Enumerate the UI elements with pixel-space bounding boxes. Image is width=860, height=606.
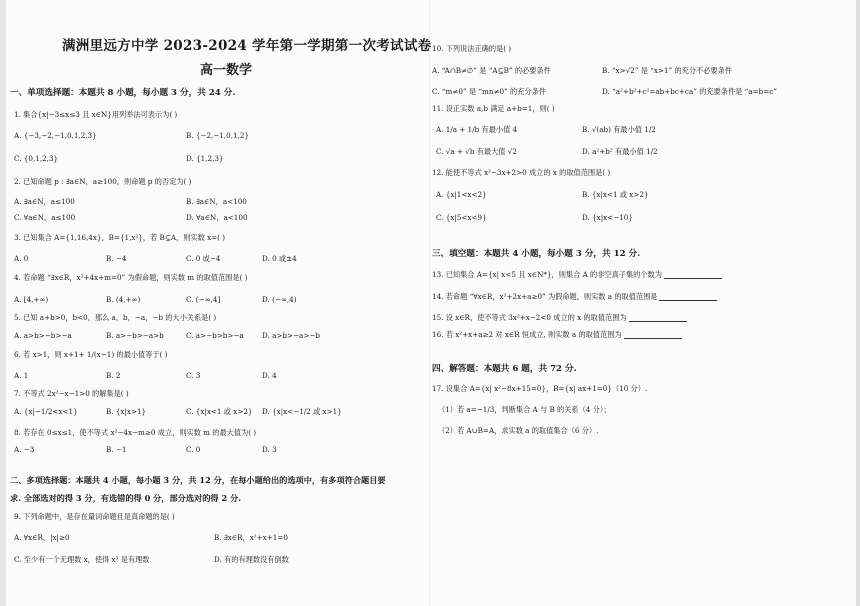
q12-option-d: D. {x|x<−10}	[582, 213, 633, 222]
question-7-stem: 7. 不等式 2x²−x−1>0 的解集是( )	[14, 389, 129, 398]
q7-option-b: B. {x|x>1}	[106, 407, 147, 416]
question-1-stem: 1. 集合{x|−3≤x≤3 且 x∈N}用列举法可表示为( )	[14, 110, 178, 119]
q5-option-a: A. a>b>−b>−a	[14, 331, 72, 340]
question-6-stem: 6. 若 x>1，则 x+1+ 1/(x−1) 的最小值等于( )	[14, 350, 168, 359]
q3-option-a: A. 0	[14, 254, 29, 263]
q2-option-b: B. ∃a∈N，a<100	[186, 197, 247, 206]
q6-option-d: D. 4	[262, 371, 277, 380]
q1-option-a: A. {−3,−2,−1,0,1,2,3}	[14, 131, 97, 140]
q3-option-c: C. 0 或−4	[186, 254, 221, 263]
q9-option-b: B. ∃x∈R，x²+x+1=0	[214, 533, 288, 542]
question-11-stem: 11. 设正实数 a,b 满足 a+b=1，则( )	[432, 104, 555, 113]
q7-option-a: A. {x|−1/2<x<1}	[14, 407, 78, 416]
question-4-stem: 4. 若命题 “∃x∈R，x²+4x+m=0” 为假命题，则实数 m 的取值范围是( )	[14, 273, 248, 282]
question-2-stem: 2. 已知命题 p : ∃a∈N，a≥100，则命题 p 的否定为( )	[14, 177, 192, 186]
q4-option-c: C. (−∞,4]	[186, 295, 221, 304]
q12-option-b: B. {x|x<1 或 x>2}	[582, 190, 649, 199]
exam-title: 满洲里远方中学 2023-2024 学年第一学期第一次考试试卷	[62, 38, 432, 54]
q9-option-a: A. ∀x∈R，|x|≥0	[14, 533, 70, 542]
q2-option-d: D. ∀a∈N，a<100	[186, 213, 248, 222]
question-17-stem: 17. 设集合 A={x| x²−8x+15=0}，B={x| ax+1=0}（10 分）.	[432, 384, 648, 393]
q15-answer-blank	[629, 314, 687, 322]
q4-option-b: B. (4,+∞)	[106, 295, 141, 304]
q8-option-a: A. −3	[14, 445, 35, 454]
q10-option-a: A. “A∩B≠∅” 是 “A⊆B” 的必要条件	[432, 66, 551, 75]
q8-option-d: D. 3	[262, 445, 277, 454]
q12-option-c: C. {x|5<x<9}	[436, 213, 487, 222]
q9-option-d: D. 有的有理数没有倒数	[214, 555, 289, 564]
question-13	[432, 270, 722, 279]
question-16	[432, 330, 682, 339]
q9-option-c: C. 至少有一个无理数 x，使得 x³ 是有理数	[14, 555, 150, 564]
page-fold	[429, 0, 430, 606]
question-14-text: 14. 若命题 “∀x∈R，x²+2x+a≥0” 为假命题，则实数 a 的取值范围是	[432, 292, 658, 301]
question-15-text: 15. 设 x∈R，使不等式 3x²+x−2<0 成立的 x 的取值范围为	[432, 313, 627, 322]
section2-heading-line2: 求. 全部选对的得 3 分，有选错的得 0 分，部分选对的得 2 分.	[10, 493, 242, 503]
q4-option-a: A. [4,+∞)	[14, 295, 49, 304]
q2-option-a: A. ∃a∈N，a≤100	[14, 197, 75, 206]
section2-heading-line1: 二、多项选择题：本题共 4 小题，每小题 3 分，共 12 分，在每小题给出的选项中，有多项符合题目要	[10, 475, 386, 485]
section3-heading: 三、填空题：本题共 4 小题，每小题 3 分，共 12 分.	[432, 249, 641, 259]
q2-option-c: C. ∀a∈N，a≤100	[14, 213, 76, 222]
q1-option-c: C. {0,1,2,3}	[14, 154, 59, 163]
q3-option-d: D. 0 或±4	[262, 254, 297, 263]
scan-edge-right	[856, 0, 860, 606]
q16-answer-blank	[624, 331, 682, 339]
question-13-text: 13. 已知集合 A={x| x<5 且 x∈N*}，则集合 A 的非空真子集的个数为	[432, 270, 662, 279]
q1-option-b: B. {−2,−1,0,1,2}	[186, 131, 250, 140]
q8-option-b: B. −1	[106, 445, 127, 454]
section4-heading: 四、解答题：本题共 6 题，共 72 分.	[432, 364, 577, 374]
q7-option-c: C. {x|x<1 或 x>2}	[186, 407, 253, 416]
question-3-stem: 3. 已知集合 A={1,16,4x}，B={1,x²}，若 B⊆A，则实数 x=( )	[14, 233, 226, 242]
q3-option-b: B. −4	[106, 254, 127, 263]
q11-option-c: C. √a + √b 有最大值 √2	[436, 147, 517, 156]
question-17-part-2: （2）若 A∪B=A，求实数 a 的取值集合（6 分）.	[438, 426, 599, 435]
question-9-stem: 9. 下列命题中，是存在量词命题且是真命题的是( )	[14, 512, 175, 521]
section1-heading: 一、单项选择题：本题共 8 小题，每小题 3 分，共 24 分.	[10, 88, 236, 98]
question-17-part-1: （1）若 a=−1/3，判断集合 A 与 B 的关系（4 分）；	[438, 405, 611, 414]
question-16-text: 16. 若 x²+x+a≥2 对 x∈R 恒成立, 则实数 a 的取值范围为	[432, 330, 622, 339]
scan-edge-left	[0, 0, 6, 606]
question-15	[432, 313, 687, 322]
q6-option-c: C. 3	[186, 371, 201, 380]
q10-option-b: B. “x>√2” 是 “x>1” 的充分不必要条件	[602, 66, 732, 75]
q11-option-b: B. √(ab) 有最小值 1/2	[582, 125, 656, 134]
question-5-stem: 5. 已知 a+b>0，b<0，那么 a，b，−a，−b 的大小关系是( )	[14, 313, 217, 322]
q10-option-c: C. “m≠0” 是 “mn≠0” 的充分条件	[432, 87, 546, 96]
q8-option-c: C. 0	[186, 445, 201, 454]
q11-option-d: D. a²+b² 有最小值 1/2	[582, 147, 658, 156]
q6-option-b: B. 2	[106, 371, 121, 380]
q1-option-d: D. {1,2,3}	[186, 154, 224, 163]
question-10-stem: 10. 下列说法正确的是( )	[432, 44, 512, 53]
q13-answer-blank	[664, 271, 722, 279]
q6-option-a: A. 1	[14, 371, 29, 380]
q14-answer-blank	[659, 293, 717, 301]
question-8-stem: 8. 若存在 0≤x≤1，使不等式 x²−4x−m≥0 成立，则实数 m 的最大值为( )	[14, 428, 257, 437]
q12-option-a: A. {x|1<x<2}	[436, 190, 487, 199]
question-14	[432, 292, 717, 301]
q5-option-d: D. a>b>−a>−b	[262, 331, 320, 340]
q7-option-d: D. {x|x<−1/2 或 x>1}	[262, 407, 342, 416]
question-12-stem: 12. 能使不等式 x²−3x+2>0 成立的 x 的取值范围是( )	[432, 168, 611, 177]
exam-subtitle: 高一数学	[200, 63, 253, 78]
q4-option-d: D. (−∞,4)	[262, 295, 297, 304]
q5-option-b: B. a>−b>−a>b	[106, 331, 164, 340]
q10-option-d: D. “a²+b²+c²=ab+bc+ca” 的充要条件是 “a=b=c”	[602, 87, 777, 96]
q5-option-c: C. a>−b>b>−a	[186, 331, 244, 340]
q11-option-a: A. 1/a + 1/b 有最小值 4	[436, 125, 518, 134]
